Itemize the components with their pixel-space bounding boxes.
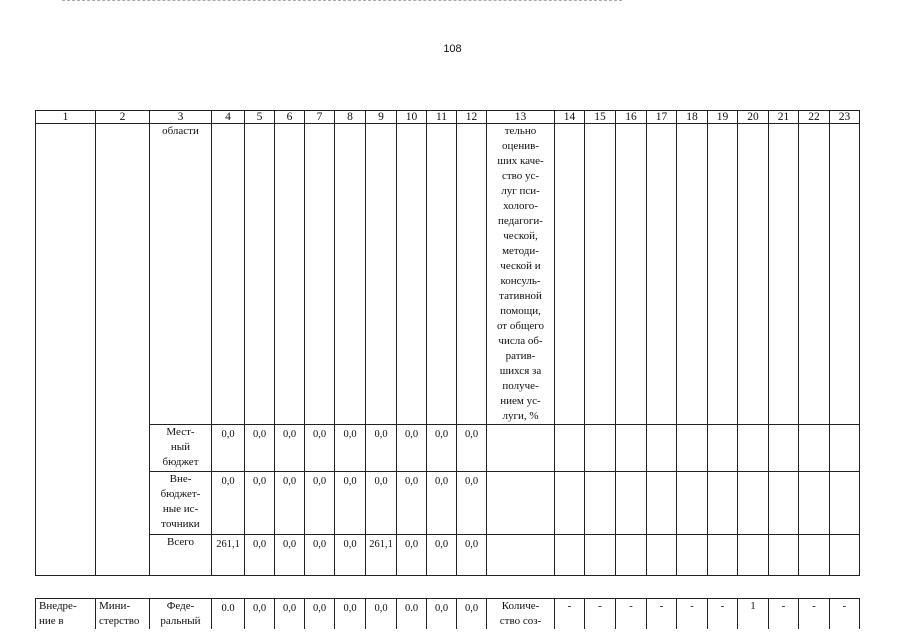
column-number: 14: [555, 111, 585, 124]
value-cell: 0,0: [212, 425, 245, 472]
column-number: 9: [366, 111, 397, 124]
column-number: 6: [275, 111, 305, 124]
value-cell: 0,0: [335, 535, 366, 576]
value-cell: 0,0: [397, 472, 427, 535]
text-line: Феде-: [166, 600, 195, 612]
indicator-cell: [830, 535, 860, 576]
indicator-cell: [738, 535, 769, 576]
indicator-cell: [830, 425, 860, 472]
source-cell: [150, 535, 212, 576]
value-cell: [427, 124, 457, 425]
value-cell: 0,0: [305, 472, 335, 535]
column-number: 1: [36, 111, 96, 124]
indicator-cell: -: [799, 599, 830, 630]
indicator-cell: [799, 535, 830, 576]
indicator-cell: -: [555, 599, 585, 630]
value-cell: 0,0: [335, 425, 366, 472]
indicator-cell: [677, 124, 708, 425]
indicator-cell: [555, 124, 585, 425]
value-cell: 0,0: [457, 535, 487, 576]
text-line: холого-: [503, 200, 538, 212]
source-cell: [150, 599, 212, 630]
value-cell: 0,0: [427, 472, 457, 535]
value-cell: 0,0: [275, 599, 305, 630]
value-cell: [457, 124, 487, 425]
empty-cell: [36, 124, 96, 576]
text-line: Мини-: [99, 600, 131, 612]
value-cell: [305, 124, 335, 425]
value-cell: [245, 124, 275, 425]
column-number: 3: [150, 111, 212, 124]
text-line: луг пси-: [501, 185, 540, 197]
indicator-cell: [616, 124, 647, 425]
column-number: 10: [397, 111, 427, 124]
text-line: ный: [170, 441, 191, 453]
indicator-cell: -: [616, 599, 647, 630]
indicator-cell: [738, 472, 769, 535]
value-cell: 0,0: [245, 425, 275, 472]
indicator-cell: [555, 535, 585, 576]
column-number: 4: [212, 111, 245, 124]
value-cell: 0,0: [366, 472, 397, 535]
text-line: нием ус-: [500, 395, 541, 407]
value-cell: 0,0: [427, 425, 457, 472]
indicator-name-cell: [487, 425, 555, 472]
text-line: ральный: [160, 615, 201, 627]
indicator-cell: -: [830, 599, 860, 630]
text-line: ческой,: [503, 230, 538, 242]
indicator-cell: [616, 535, 647, 576]
executor-cell: [96, 599, 150, 630]
text-line: тельно: [504, 125, 537, 137]
source-cell: [150, 425, 212, 472]
indicator-cell: [677, 472, 708, 535]
table-row-continuation: [36, 124, 860, 425]
value-cell: 0.0: [212, 599, 245, 630]
value-cell: 0,0: [366, 599, 397, 630]
text-line: методи-: [502, 245, 539, 257]
indicator-cell: [708, 472, 738, 535]
column-number: 20: [738, 111, 769, 124]
text-line: педагоги-: [498, 215, 543, 227]
text-line: тативной: [499, 290, 542, 302]
indicator-cell: [708, 535, 738, 576]
text-line: от общего: [496, 320, 545, 332]
column-number: 23: [830, 111, 860, 124]
text-line: ратив-: [505, 350, 536, 362]
indicator-cell: [708, 124, 738, 425]
column-number: 11: [427, 111, 457, 124]
text-line: консуль-: [500, 275, 541, 287]
column-number: 19: [708, 111, 738, 124]
header-row: [36, 111, 860, 124]
source-cell: [150, 472, 212, 535]
column-number: 2: [96, 111, 150, 124]
text-line: ные ис-: [162, 503, 199, 515]
column-number: 7: [305, 111, 335, 124]
value-cell: 0,0: [275, 472, 305, 535]
value-cell: 0,0: [397, 425, 427, 472]
value-cell: 0,0: [457, 599, 487, 630]
value-cell: 261,1: [366, 535, 397, 576]
value-cell: 0,0: [457, 425, 487, 472]
empty-cell: [96, 124, 150, 576]
text-line: оценив-: [502, 140, 539, 152]
text-line: числа об-: [498, 335, 543, 347]
indicator-cell: [830, 124, 860, 425]
indicator-cell: [647, 472, 677, 535]
value-cell: [335, 124, 366, 425]
column-number: 17: [647, 111, 677, 124]
text-line: помощи,: [500, 305, 541, 317]
value-cell: [212, 124, 245, 425]
text-line: Мест-: [166, 426, 195, 438]
indicator-cell: [585, 535, 616, 576]
column-number: 5: [245, 111, 275, 124]
text-line: ство соз-: [499, 615, 542, 627]
activity-cell: [36, 599, 96, 630]
value-cell: 0.0: [397, 599, 427, 630]
value-cell: 0,0: [245, 599, 275, 630]
scan-top-edge: [62, 0, 622, 2]
text-line: бюджет: [162, 456, 199, 468]
indicator-cell: [616, 425, 647, 472]
text-line: стерство: [99, 615, 140, 627]
indicator-cell: [555, 425, 585, 472]
indicator-cell: [616, 472, 647, 535]
text-line: ших каче-: [497, 155, 544, 167]
indicator-cell: 1: [738, 599, 769, 630]
column-number: 13: [487, 111, 555, 124]
value-cell: 0,0: [305, 425, 335, 472]
indicator-name-cell: [487, 124, 555, 425]
indicator-cell: [799, 472, 830, 535]
text-line: Всего: [167, 536, 194, 548]
value-cell: 0,0: [397, 535, 427, 576]
value-cell: 0,0: [335, 472, 366, 535]
indicator-cell: [799, 124, 830, 425]
value-cell: 0,0: [366, 425, 397, 472]
indicator-cell: [555, 472, 585, 535]
text-line: Количе-: [501, 600, 540, 612]
indicator-cell: [647, 124, 677, 425]
value-cell: 0,0: [457, 472, 487, 535]
indicator-cell: [799, 425, 830, 472]
indicator-cell: [738, 425, 769, 472]
value-cell: 0,0: [305, 535, 335, 576]
text-line: Вне-: [169, 473, 192, 485]
indicator-name-cell: [487, 472, 555, 535]
column-number: 22: [799, 111, 830, 124]
column-number: 15: [585, 111, 616, 124]
indicator-cell: [830, 472, 860, 535]
value-cell: 0,0: [305, 599, 335, 630]
indicator-cell: [769, 425, 799, 472]
indicator-cell: [738, 124, 769, 425]
table-row-local-budget: [36, 425, 860, 472]
column-number: 12: [457, 111, 487, 124]
indicator-cell: [647, 535, 677, 576]
column-number: 18: [677, 111, 708, 124]
table-row-total: [36, 535, 860, 576]
value-cell: 0,0: [212, 472, 245, 535]
indicator-cell: -: [769, 599, 799, 630]
value-cell: 0,0: [245, 472, 275, 535]
spacer-row: [36, 576, 860, 599]
text-line: луги, %: [502, 410, 539, 422]
indicator-cell: [585, 472, 616, 535]
value-cell: [366, 124, 397, 425]
table-row-extrabudgetary: [36, 472, 860, 535]
text-line: точники: [161, 518, 200, 530]
column-number: 21: [769, 111, 799, 124]
value-cell: 0,0: [427, 599, 457, 630]
indicator-cell: -: [708, 599, 738, 630]
text-line: ние в: [39, 615, 64, 627]
column-number: 8: [335, 111, 366, 124]
value-cell: 0,0: [245, 535, 275, 576]
indicator-cell: [769, 124, 799, 425]
value-cell: 0,0: [275, 425, 305, 472]
text-line: шихся за: [499, 365, 542, 377]
value-cell: 0,0: [275, 535, 305, 576]
value-cell: [275, 124, 305, 425]
text-line: Внедре-: [39, 600, 77, 612]
text-line: ческой и: [500, 260, 541, 272]
value-cell: [397, 124, 427, 425]
indicator-cell: [677, 535, 708, 576]
indicator-cell: -: [585, 599, 616, 630]
page-number: 108: [443, 43, 462, 55]
indicator-cell: [677, 425, 708, 472]
indicator-cell: [769, 472, 799, 535]
table-row-next-item: [36, 599, 860, 630]
source-cell: области: [150, 124, 212, 425]
indicator-cell: -: [647, 599, 677, 630]
column-number: 16: [616, 111, 647, 124]
text-line: получе-: [502, 380, 539, 392]
value-cell: 0,0: [335, 599, 366, 630]
text-line: ство ус-: [501, 170, 540, 182]
blank-gap: [36, 576, 860, 599]
text-line: бюджет-: [160, 488, 201, 500]
indicator-cell: [708, 425, 738, 472]
value-cell: 261,1: [212, 535, 245, 576]
indicator-cell: -: [677, 599, 708, 630]
indicator-name-cell: [487, 535, 555, 576]
indicator-cell: [585, 124, 616, 425]
indicator-cell: [585, 425, 616, 472]
program-table: [35, 110, 860, 629]
indicator-cell: [769, 535, 799, 576]
indicator-name-cell: [487, 599, 555, 630]
indicator-cell: [647, 425, 677, 472]
value-cell: 0,0: [427, 535, 457, 576]
